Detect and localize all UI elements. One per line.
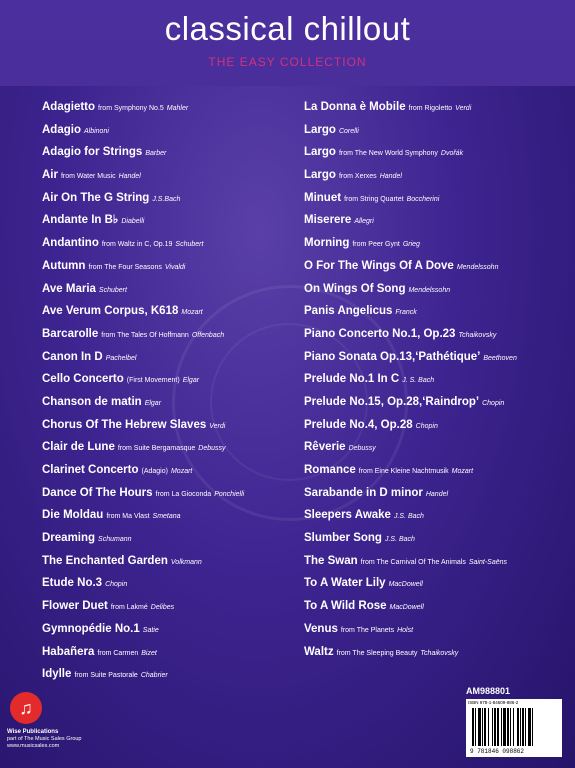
piece-composer: J.S. Bach bbox=[393, 513, 424, 521]
piece-title: To A Water Lily bbox=[304, 577, 386, 590]
piece-title: Sarabande in D minor bbox=[304, 486, 423, 499]
track-list-right bbox=[304, 95, 564, 662]
piece-title: Adagio for Strings bbox=[42, 146, 143, 159]
barcode-bar bbox=[525, 708, 526, 746]
piece-title: Clair de Lune bbox=[42, 441, 115, 454]
barcode-bar bbox=[492, 708, 493, 746]
piece-title: Chorus Of The Hebrew Slaves bbox=[42, 418, 207, 431]
piece-composer: Satie bbox=[142, 626, 159, 634]
piece-title: Largo bbox=[304, 146, 336, 159]
piece-composer: J. S. Bach bbox=[402, 377, 435, 385]
list-item bbox=[304, 140, 564, 163]
barcode-icon bbox=[472, 708, 556, 746]
list-item bbox=[304, 367, 564, 390]
piece-title: O For The Wings Of A Dove bbox=[304, 259, 454, 272]
list-item bbox=[42, 617, 297, 640]
list-item bbox=[42, 367, 297, 390]
barcode-bar bbox=[484, 708, 486, 746]
piece-composer: Elgar bbox=[182, 377, 200, 385]
piece-title: Chanson de matin bbox=[42, 395, 142, 408]
list-item bbox=[304, 95, 564, 118]
list-item bbox=[304, 526, 564, 549]
isbn-text: ISBN 978-1-84609-886-2 bbox=[468, 700, 519, 705]
piece-composer: Mahler bbox=[166, 105, 189, 112]
list-item bbox=[304, 163, 564, 186]
piece-detail: from String Quartet bbox=[344, 195, 404, 203]
piece-detail: from The Tales Of Hoffmann bbox=[101, 331, 189, 339]
piece-detail: (Adagio) bbox=[141, 468, 168, 475]
list-item bbox=[304, 594, 564, 617]
piece-composer: Diabelli bbox=[121, 218, 145, 226]
list-item bbox=[42, 208, 297, 231]
barcode-bar bbox=[532, 708, 533, 746]
list-item bbox=[42, 254, 297, 277]
barcode-bar bbox=[510, 708, 511, 746]
list-item bbox=[42, 481, 297, 504]
piece-detail: from Suite Pastorale bbox=[74, 672, 138, 680]
piece-detail: from The New World Symphony bbox=[338, 150, 438, 158]
piece-detail: from Ma Vlast bbox=[106, 513, 150, 521]
barcode-bar bbox=[494, 708, 496, 746]
list-item bbox=[42, 140, 297, 163]
piece-title: The Swan bbox=[304, 554, 358, 567]
publisher-group: part of The Music Sales Group bbox=[7, 736, 82, 742]
barcode-bar bbox=[522, 708, 524, 746]
piece-title: Andante In B♭ bbox=[42, 214, 119, 227]
piece-title: Sleepers Awake bbox=[304, 509, 391, 522]
piece-title: Die Moldau bbox=[42, 509, 104, 522]
barcode-bar bbox=[478, 708, 481, 746]
barcode-digits: 9 781846 098862 bbox=[470, 748, 525, 755]
barcode-bar bbox=[528, 708, 531, 746]
list-item bbox=[304, 458, 564, 481]
publisher-info bbox=[7, 729, 82, 750]
piece-title: Dreaming bbox=[42, 532, 96, 545]
piece-composer: MacDowell bbox=[388, 581, 423, 589]
list-item bbox=[42, 186, 297, 209]
piece-detail: from The Sleeping Beauty bbox=[336, 649, 418, 657]
piece-composer: Vivaldi bbox=[164, 263, 186, 271]
barcode-bar bbox=[501, 708, 502, 746]
piece-composer: Verdi bbox=[209, 422, 226, 430]
piece-composer: Dvořák bbox=[440, 150, 464, 158]
barcode-bar bbox=[520, 708, 521, 746]
piece-title: Piano Concerto No.1, Op.23 bbox=[304, 327, 456, 340]
page-subtitle: THE EASY COLLECTION bbox=[208, 55, 367, 69]
piece-composer: Mendelssohn bbox=[456, 263, 499, 271]
list-item bbox=[304, 481, 564, 504]
piece-title: Largo bbox=[304, 123, 336, 136]
list-item bbox=[42, 458, 297, 481]
barcode-bar bbox=[517, 708, 519, 746]
list-item bbox=[42, 322, 297, 345]
piece-title: La Donna è Mobile bbox=[304, 101, 406, 113]
piece-composer: Schubert bbox=[98, 286, 127, 294]
piece-title: Autumn bbox=[42, 259, 86, 272]
list-item bbox=[42, 345, 297, 368]
piece-detail: from Symphony No.5 bbox=[98, 105, 164, 112]
piece-composer: Handel bbox=[379, 173, 402, 181]
piece-title: Miserere bbox=[304, 214, 352, 227]
piece-title: Barcarolle bbox=[42, 327, 99, 340]
piece-detail: from Rigoletto bbox=[408, 105, 453, 112]
piece-detail: from Waltz in C, Op.19 bbox=[101, 241, 173, 249]
piece-composer: Schubert bbox=[175, 241, 204, 249]
piece-composer: Smetana bbox=[152, 513, 181, 521]
list-item bbox=[304, 617, 564, 640]
piece-composer: Corelli bbox=[338, 127, 359, 135]
list-item bbox=[42, 503, 297, 526]
list-item bbox=[42, 640, 297, 663]
piece-composer: Pachelbel bbox=[105, 354, 137, 362]
list-item bbox=[42, 231, 297, 254]
piece-title: Gymnopédie No.1 bbox=[42, 622, 140, 635]
piece-composer: Tchaikovsky bbox=[420, 649, 459, 657]
list-item bbox=[304, 322, 564, 345]
list-item bbox=[42, 526, 297, 549]
piece-composer: Schumann bbox=[98, 536, 132, 544]
piece-title: Venus bbox=[304, 622, 338, 635]
piece-detail: from The Planets bbox=[340, 626, 395, 634]
piece-title: Largo bbox=[304, 169, 336, 182]
list-item bbox=[42, 277, 297, 300]
piece-title: Air On The G String bbox=[42, 191, 150, 204]
list-item bbox=[304, 299, 564, 322]
piece-title: The Enchanted Garden bbox=[42, 554, 168, 567]
list-item bbox=[304, 549, 564, 572]
barcode-bar bbox=[475, 708, 476, 746]
list-item bbox=[304, 118, 564, 141]
piece-composer: Bizet bbox=[141, 649, 157, 657]
barcode-bar bbox=[488, 708, 489, 746]
piece-composer: Handel bbox=[425, 490, 449, 498]
piece-detail: from Suite Bergamasque bbox=[117, 445, 196, 453]
piece-composer: J.S.Bach bbox=[152, 195, 181, 203]
piece-composer: Saint-Saëns bbox=[468, 558, 507, 566]
piece-title: Etude No.3 bbox=[42, 577, 103, 590]
piece-title: Slumber Song bbox=[304, 532, 382, 545]
piece-composer: Tchaikovsky bbox=[458, 331, 497, 339]
piece-title: Prelude No.4, Op.28 bbox=[304, 418, 413, 431]
piece-title: Morning bbox=[304, 237, 350, 250]
list-item bbox=[42, 95, 297, 118]
piece-composer: Ponchielli bbox=[214, 490, 245, 498]
track-list-left bbox=[42, 95, 297, 685]
piece-composer: Verdi bbox=[455, 105, 472, 112]
piece-detail: from Xerxes bbox=[338, 173, 377, 181]
catalogue-code: AM988801 bbox=[466, 686, 511, 696]
piece-composer: Offenbach bbox=[191, 331, 225, 339]
publisher-url: www.musicsales.com bbox=[7, 743, 60, 749]
list-item bbox=[304, 345, 564, 368]
piece-detail: from La Gioconda bbox=[155, 490, 212, 498]
list-item bbox=[42, 299, 297, 322]
list-item bbox=[42, 662, 297, 685]
piece-title: Flower Duet bbox=[42, 600, 108, 613]
publisher-name: Wise Publications bbox=[7, 729, 59, 735]
list-item bbox=[304, 208, 564, 231]
barcode-bar bbox=[513, 708, 514, 746]
piece-title: Prelude No.15, Op.28,‘Raindrop’ bbox=[304, 395, 480, 408]
piece-composer: Grieg bbox=[402, 241, 420, 249]
piece-composer: Handel bbox=[118, 173, 141, 181]
piece-composer: Mendelssohn bbox=[408, 286, 451, 294]
piece-composer: Beethoven bbox=[483, 354, 517, 362]
piece-title: Romance bbox=[304, 464, 356, 476]
list-item bbox=[42, 413, 297, 436]
piece-detail: (First Movement) bbox=[126, 377, 180, 385]
piece-detail: from Lakmé bbox=[110, 604, 148, 612]
piece-detail: from Carmen bbox=[97, 649, 139, 657]
page-title: classical chillout bbox=[164, 10, 411, 47]
list-item bbox=[42, 549, 297, 572]
piece-title: Prelude No.1 In C bbox=[304, 373, 400, 386]
barcode-bar bbox=[497, 708, 499, 746]
piece-title: Waltz bbox=[304, 645, 334, 658]
logo-glyph: ♫ bbox=[19, 698, 33, 718]
piece-title: Ave Verum Corpus, K618 bbox=[42, 305, 179, 318]
piece-composer: Albinoni bbox=[83, 127, 109, 135]
list-item bbox=[42, 571, 297, 594]
piece-detail: from The Four Seasons bbox=[88, 263, 162, 271]
piece-title: Piano Sonata Op.13,‘Pathétique’ bbox=[304, 350, 481, 363]
list-item bbox=[304, 640, 564, 663]
piece-title: Dance Of The Hours bbox=[42, 486, 153, 499]
piece-detail: from The Carnival Of The Animals bbox=[360, 558, 466, 566]
list-item bbox=[42, 163, 297, 186]
piece-composer: Chabrier bbox=[140, 672, 168, 680]
piece-title: On Wings Of Song bbox=[304, 282, 406, 295]
piece-title: Cello Concerto bbox=[42, 373, 124, 386]
piece-title: Idylle bbox=[42, 668, 72, 681]
piece-composer: Volkmann bbox=[170, 558, 202, 566]
list-item bbox=[304, 186, 564, 209]
piece-title: Clarinet Concerto bbox=[42, 464, 139, 476]
piece-title: To A Wild Rose bbox=[304, 600, 387, 613]
piece-detail: from Water Music bbox=[60, 173, 116, 181]
piece-title: Ave Maria bbox=[42, 282, 96, 295]
piece-title: Canon In D bbox=[42, 350, 103, 363]
piece-title: Rêverie bbox=[304, 441, 346, 454]
list-item bbox=[42, 118, 297, 141]
piece-title: Minuet bbox=[304, 191, 342, 204]
piece-composer: MacDowell bbox=[389, 604, 424, 612]
piece-title: Adagio bbox=[42, 123, 81, 136]
piece-composer: Franck bbox=[395, 309, 417, 317]
barcode-bar bbox=[472, 708, 474, 746]
piece-composer: Boccherini bbox=[406, 195, 440, 203]
list-item bbox=[304, 503, 564, 526]
list-item bbox=[304, 571, 564, 594]
piece-composer: Holst bbox=[397, 626, 414, 634]
list-item bbox=[42, 435, 297, 458]
piece-composer: Mozart bbox=[451, 468, 474, 475]
barcode-bar bbox=[482, 708, 483, 746]
piece-composer: Debussy bbox=[198, 445, 226, 453]
piece-title: Panis Angelicus bbox=[304, 305, 393, 318]
barcode-bar bbox=[507, 708, 509, 746]
list-item bbox=[42, 594, 297, 617]
piece-title: Andantino bbox=[42, 237, 99, 250]
piece-composer: Mozart bbox=[181, 309, 203, 317]
list-item bbox=[42, 390, 297, 413]
list-item bbox=[304, 254, 564, 277]
piece-title: Habañera bbox=[42, 645, 95, 658]
piece-composer: Delibes bbox=[150, 604, 175, 612]
list-item bbox=[304, 390, 564, 413]
piece-composer: Chopin bbox=[415, 422, 438, 430]
piece-title: Air bbox=[42, 169, 58, 182]
piece-title: Adagietto bbox=[42, 101, 96, 113]
piece-detail: from Eine Kleine Nachtmusik bbox=[358, 468, 449, 475]
list-item bbox=[304, 231, 564, 254]
piece-composer: J.S. Bach bbox=[384, 536, 415, 544]
piece-composer: Mozart bbox=[170, 468, 193, 475]
piece-composer: Chopin bbox=[482, 399, 505, 407]
piece-detail: from Peer Gynt bbox=[352, 241, 400, 249]
list-item bbox=[304, 435, 564, 458]
barcode-bar bbox=[503, 708, 506, 746]
piece-composer: Chopin bbox=[105, 581, 128, 589]
piece-composer: Elgar bbox=[144, 399, 162, 407]
piece-composer: Debussy bbox=[348, 445, 376, 453]
piece-composer: Barber bbox=[145, 150, 167, 158]
list-item bbox=[304, 277, 564, 300]
list-item bbox=[304, 413, 564, 436]
piece-composer: Allegri bbox=[354, 218, 374, 226]
